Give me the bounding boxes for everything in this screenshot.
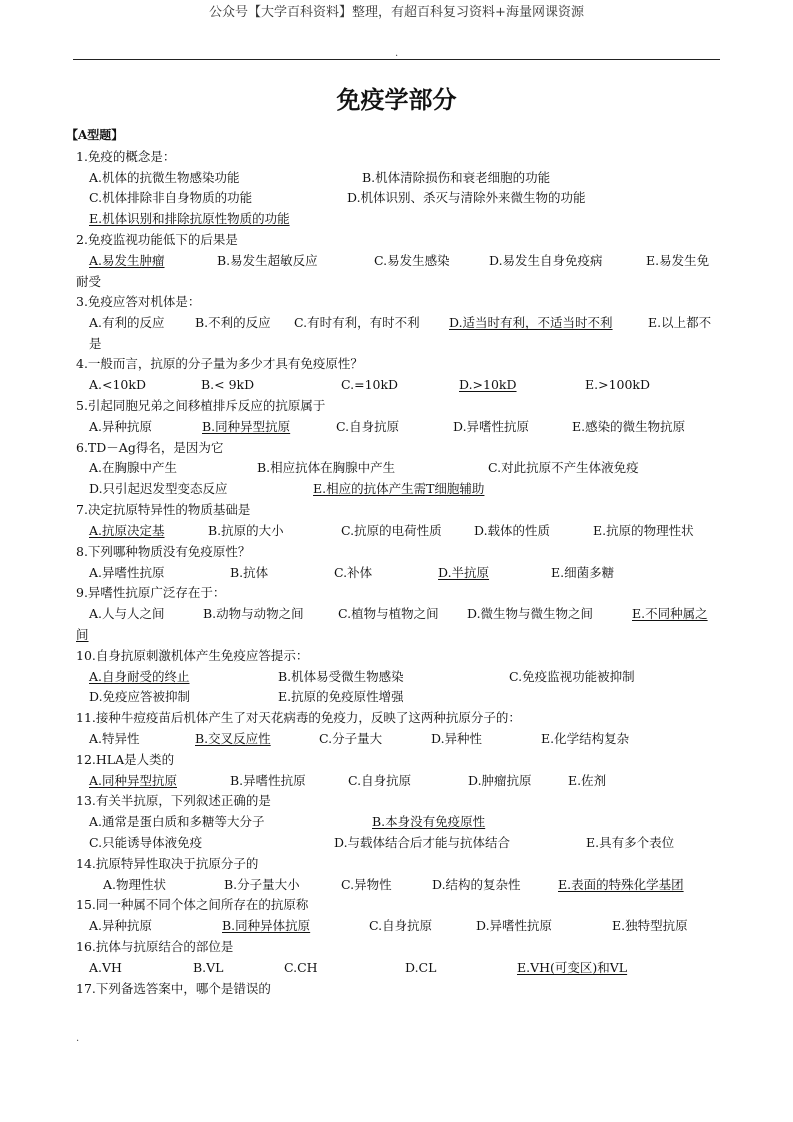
option: B.分子量大小 (224, 877, 300, 892)
option: D.异种性 (431, 731, 483, 746)
question-stem: 16.抗体与抗原结合的部位是 (76, 939, 234, 954)
option-answer: B.同种异型抗原 (202, 419, 291, 434)
option-continuation: 耐受 (76, 274, 102, 289)
option-answer: D.适当时有利，不适当时不利 (449, 315, 613, 330)
option: A.人与人之间 (89, 606, 165, 621)
option: D.机体识别、杀灭与清除外来微生物的功能 (347, 190, 586, 205)
option-answer: B.本身没有免疫原性 (372, 814, 486, 829)
option: C.异物性 (341, 877, 392, 892)
header-dot: . (395, 48, 399, 59)
option: D.异嗜性抗原 (476, 918, 553, 933)
question-stem: 15.同一种属不同个体之间所存在的抗原称 (76, 897, 309, 912)
option: B.抗体 (230, 565, 269, 580)
question-stem: 10.自身抗原刺激机体产生免疫应答提示： (76, 648, 309, 663)
question-stem: 11.接种牛痘疫苗后机体产生了对天花病毒的免疫力，反映了这两种抗原分子的： (76, 710, 521, 725)
option: D.肿瘤抗原 (468, 773, 532, 788)
option: C.植物与植物之间 (338, 606, 439, 621)
option: C.自身抗原 (348, 773, 412, 788)
option: A.VH (89, 960, 122, 975)
option: E.>100kD (585, 377, 651, 392)
footer-dot: . (76, 1033, 80, 1044)
question-stem: 3.免疫应答对机体是： (76, 294, 201, 309)
option: C.对此抗原不产生体液免疫 (488, 460, 639, 475)
option: A.通常是蛋白质和多糖等大分子 (89, 814, 265, 829)
option: A.物理性状 (103, 877, 167, 892)
option: E.佐剂 (568, 773, 607, 788)
option-answer: B.交叉反应性 (195, 731, 271, 746)
question-stem: 17.下列备选答案中，哪个是错误的 (76, 981, 271, 996)
option: A.特异性 (89, 731, 140, 746)
option: C.抗原的电荷性质 (341, 523, 442, 538)
option: E.具有多个表位 (586, 835, 675, 850)
option-continuation: 是 (89, 336, 102, 351)
question-stem: 7.决定抗原特异性的物质基础是 (76, 502, 251, 517)
header-rule (73, 59, 720, 60)
option-continuation: 间 (76, 627, 89, 642)
option: E.以上都不 (648, 315, 712, 330)
option: B.动物与动物之间 (203, 606, 304, 621)
page-header-banner: 公众号【大学百科资料】整理，有超百科复习资料+海量网课资源 (209, 5, 584, 20)
option-answer: A.抗原决定基 (89, 523, 165, 538)
option: C.易发生感染 (374, 253, 450, 268)
question-stem: 13.有关半抗原，下列叙述正确的是 (76, 793, 271, 808)
option-answer: E.机体识别和排除抗原性物质的功能 (89, 211, 290, 226)
option: C.分子量大 (319, 731, 383, 746)
option: B.抗原的大小 (208, 523, 284, 538)
option: A.机体的抗微生物感染功能 (89, 170, 240, 185)
option-answer: B.同种异体抗原 (222, 918, 311, 933)
option: C.机体排除非自身物质的功能 (89, 190, 253, 205)
option: C.=10kD (341, 377, 399, 392)
option: B.不利的反应 (195, 315, 271, 330)
section-heading: 【A型题】 (66, 128, 124, 142)
option: B.异嗜性抗原 (230, 773, 306, 788)
option-answer: E.表面的特殊化学基团 (558, 877, 684, 892)
option-answer: D.半抗原 (438, 565, 490, 580)
option-answer: E.VH(可变区)和VL (517, 960, 628, 975)
option: A.异种抗原 (89, 918, 153, 933)
option: C.只能诱导体液免疫 (89, 835, 203, 850)
question-stem: 4.一般而言，抗原的分子量为多少才具有免疫原性？ (76, 356, 363, 371)
option: A.有利的反应 (89, 315, 165, 330)
option: B.机体清除损伤和衰老细胞的功能 (362, 170, 551, 185)
option: D.只引起迟发型变态反应 (89, 481, 228, 496)
option: A.在胸腺中产生 (89, 460, 178, 475)
option: E.化学结构复杂 (541, 731, 630, 746)
option: B.易发生超敏反应 (217, 253, 318, 268)
option-answer: A.自身耐受的终止 (89, 669, 190, 684)
option-answer: A.易发生肿瘤 (89, 253, 165, 268)
option: C.CH (284, 960, 318, 975)
question-stem: 9.异嗜性抗原广泛存在于： (76, 585, 226, 600)
option: E.独特型抗原 (612, 918, 688, 933)
option: D.与载体结合后才能与抗体结合 (334, 835, 511, 850)
option: D.异嗜性抗原 (453, 419, 530, 434)
option: E.抗原的物理性状 (593, 523, 694, 538)
option: C.有时有利，有时不利 (294, 315, 420, 330)
option: D.易发生自身免疫病 (489, 253, 603, 268)
option: C.自身抗原 (336, 419, 400, 434)
question-stem: 1.免疫的概念是： (76, 149, 176, 164)
question-stem: 12.HLA是人类的 (76, 752, 175, 767)
option: E.抗原的免疫原性增强 (278, 689, 404, 704)
option-answer: E.相应的抗体产生需T细胞辅助 (313, 481, 485, 496)
option: A.异嗜性抗原 (89, 565, 165, 580)
option: B.机体易受微生物感染 (278, 669, 404, 684)
option: E.感染的微生物抗原 (572, 419, 686, 434)
option: C.自身抗原 (369, 918, 433, 933)
option: E.易发生免 (646, 253, 710, 268)
question-stem: 8.下列哪种物质没有免疫原性？ (76, 544, 251, 559)
question-stem: 2.免疫监视功能低下的后果是 (76, 232, 238, 247)
option: D.免疫应答被抑制 (89, 689, 191, 704)
question-stem: 6.TD－Ag得名，是因为它 (76, 440, 224, 455)
page-title: 免疫学部分 (336, 85, 457, 114)
option: D.CL (405, 960, 437, 975)
option: A.<10kD (89, 377, 146, 392)
option-answer: D.>10kD (459, 377, 517, 392)
option: B.相应抗体在胸腺中产生 (257, 460, 396, 475)
option: B.< 9kD (201, 377, 255, 392)
question-stem: 14.抗原特异性取决于抗原分子的 (76, 856, 259, 871)
option-answer: A.同种异型抗原 (89, 773, 178, 788)
option: C.免疫监视功能被抑制 (509, 669, 635, 684)
option: C.补体 (334, 565, 373, 580)
option-answer: E.不同种属之 (632, 606, 708, 621)
option: E.细菌多糖 (551, 565, 615, 580)
option: A.异种抗原 (89, 419, 153, 434)
option: D.微生物与微生物之间 (467, 606, 594, 621)
option: B.VL (193, 960, 224, 975)
option: D.结构的复杂性 (432, 877, 521, 892)
option: D.载体的性质 (474, 523, 551, 538)
question-stem: 5.引起同胞兄弟之间移植排斥反应的抗原属于 (76, 398, 326, 413)
